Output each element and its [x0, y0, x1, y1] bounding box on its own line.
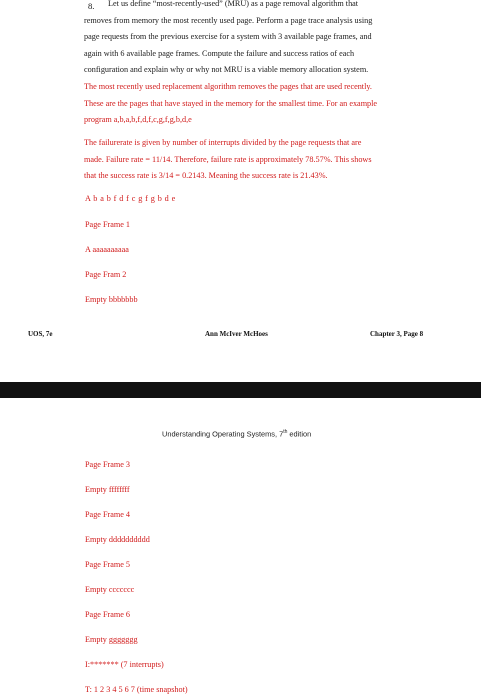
- failure-line: The failurerate is given by number of interrupts divided by the page requests that are: [84, 138, 362, 147]
- question-line: page requests from the previous exercise for a system with 3 available page frames, and: [84, 32, 372, 42]
- question-line: Let us define “most-recently-used” (MRU) as a page removal algorithm that: [108, 0, 359, 8]
- answer-line: program a,b,a,b,f,d,f,c,g,f,g,b,d,e: [84, 115, 192, 125]
- page-frame-label: Page Fram 2: [85, 270, 127, 279]
- page-frame-label: Page Frame 3: [85, 460, 131, 469]
- question-line: configuration and explain why or why not MRU is a viable memory allocation system.: [84, 65, 369, 75]
- page-header: [162, 429, 311, 438]
- header-title: Understanding Operating Systems, 7: [162, 429, 284, 439]
- question-number: 8.: [88, 1, 95, 11]
- answer-line: These are the pages that have stayed in the memory for the smallest time. For an example: [84, 98, 378, 108]
- header-suffix: edition: [287, 429, 312, 439]
- header-superscript: th: [283, 429, 288, 435]
- page-frame-label: Page Frame 5: [85, 560, 131, 569]
- page-divider: [0, 382, 481, 398]
- interrupt-summary: I:******* (7 interrupts): [85, 660, 164, 669]
- failure-rate-explanation: [84, 135, 444, 185]
- page-request-sequence: A b a b f d f c g f g b d e: [85, 194, 176, 203]
- page-frame-contents: Empty bbbbbbb: [85, 295, 138, 304]
- answer-line: The most recently used replacement algorithm removes the pages that are used recently.: [84, 82, 372, 91]
- footer-center: Ann McIver McHoes: [205, 330, 268, 338]
- page-frame-contents: Empty ccccccc: [85, 585, 135, 594]
- page-frame-contents: Empty dddddddddd: [85, 535, 150, 544]
- question-line: again with 6 available page frames. Compute the failure and success ratios of each: [84, 48, 355, 58]
- time-snapshot-summary: T: 1 2 3 4 5 6 7 (time snapshot): [85, 685, 188, 694]
- footer-right: Chapter 3, Page 8: [370, 330, 424, 338]
- page-frame-label: Page Frame 1: [85, 220, 131, 229]
- question-line: removes from memory the most recently used page. Perform a page trace analysis using: [84, 15, 373, 25]
- answer-explanation: [84, 79, 444, 129]
- footer-left: UOS, 7e: [28, 330, 53, 338]
- failure-line: that the success rate is 3/14 = 0.2143. Meaning the success rate is 21.43%.: [84, 171, 328, 181]
- page-frame-contents: Empty ffffffff: [85, 485, 130, 494]
- question-text: [84, 0, 438, 79]
- page-frame-label: Page Frame 4: [85, 510, 131, 519]
- document-page-2: [0, 398, 481, 700]
- page-frame-contents: A aaaaaaaaaa: [85, 245, 129, 254]
- page-frame-contents: Empty ggggggg: [85, 635, 138, 644]
- failure-line: made. Failure rate = 11/14. Therefore, failure rate is approximately 78.57%. This shows: [84, 154, 372, 164]
- page-frame-label: Page Frame 6: [85, 610, 131, 619]
